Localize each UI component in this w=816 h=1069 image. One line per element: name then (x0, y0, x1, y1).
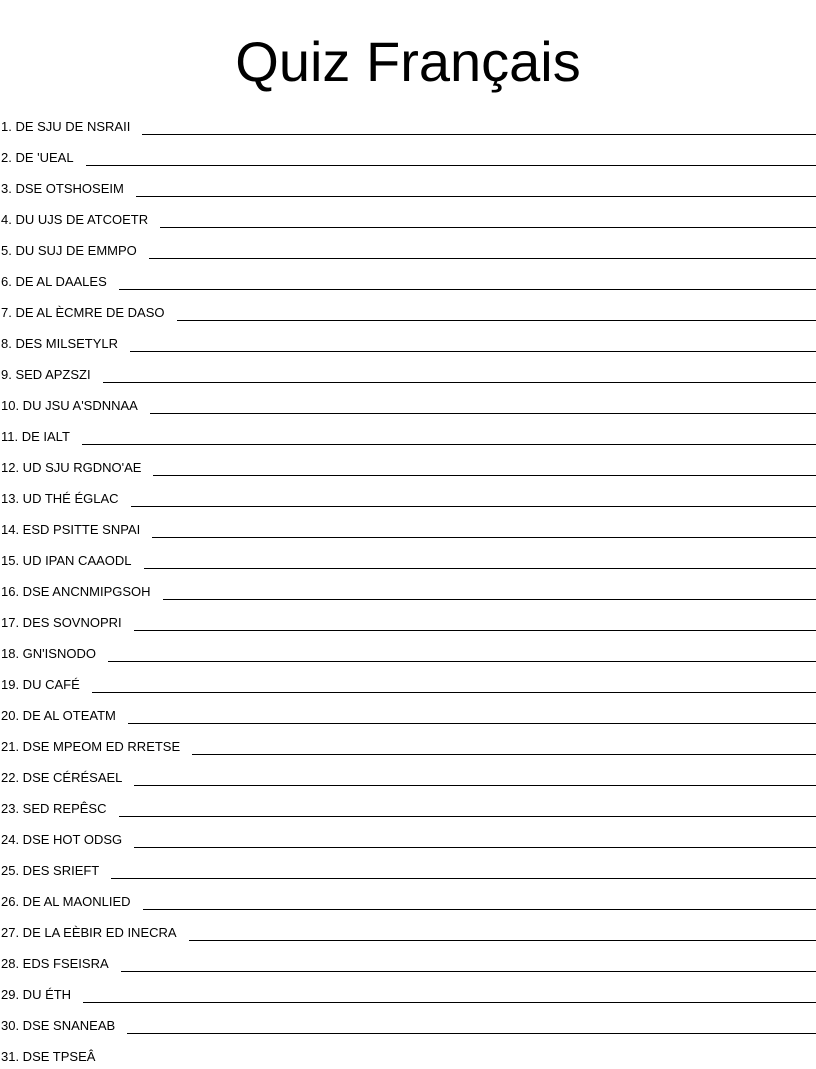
page-title: Quiz Français (0, 28, 816, 96)
quiz-item-label: 23. SED REPÊSC (0, 801, 107, 816)
quiz-item (0, 201, 816, 232)
answer-line[interactable] (82, 444, 816, 445)
quiz-item (0, 883, 816, 914)
quiz-item (0, 635, 816, 666)
quiz-item (0, 697, 816, 728)
quiz-item (0, 325, 816, 356)
quiz-item-label: 17. DES SOVNOPRI (0, 615, 122, 630)
quiz-item-label: 18. GN'ISNODO (0, 646, 96, 661)
quiz-item-label: 31. DSE TPSEÂ (0, 1049, 95, 1064)
quiz-item-label: 8. DES MILSETYLR (0, 336, 118, 351)
quiz-item-label: 19. DU CAFÉ (0, 677, 80, 692)
answer-line[interactable] (142, 134, 816, 135)
answer-line[interactable] (144, 568, 816, 569)
quiz-item (0, 387, 816, 418)
answer-line[interactable] (143, 909, 816, 910)
quiz-item (0, 418, 816, 449)
answer-line[interactable] (128, 723, 816, 724)
answer-line[interactable] (83, 1002, 816, 1003)
answer-line[interactable] (131, 506, 816, 507)
quiz-item (0, 759, 816, 790)
answer-line[interactable] (149, 258, 816, 259)
answer-line[interactable] (130, 351, 816, 352)
quiz-item-label: 27. DE LA EÈBIR ED INECRA (0, 925, 177, 940)
answer-line[interactable] (119, 816, 816, 817)
quiz-item (0, 139, 816, 170)
answer-line[interactable] (134, 785, 816, 786)
quiz-item-label: 9. SED APZSZI (0, 367, 91, 382)
quiz-item (0, 976, 816, 1007)
answer-line[interactable] (189, 940, 816, 941)
quiz-item (0, 945, 816, 976)
quiz-item (0, 728, 816, 759)
quiz-item-label: 13. UD THÉ ÉGLAC (0, 491, 119, 506)
quiz-item-label: 22. DSE CÉRÉSAEL (0, 770, 122, 785)
answer-line[interactable] (103, 382, 816, 383)
answer-line[interactable] (136, 196, 816, 197)
answer-line[interactable] (111, 878, 816, 879)
quiz-list (0, 108, 816, 1069)
quiz-item-label: 6. DE AL DAALES (0, 274, 107, 289)
quiz-item (0, 263, 816, 294)
quiz-item (0, 852, 816, 883)
quiz-item (0, 170, 816, 201)
quiz-item (0, 1038, 816, 1069)
quiz-item-label: 14. ESD PSITTE SNPAI (0, 522, 140, 537)
quiz-item (0, 511, 816, 542)
quiz-item-label: 28. EDS FSEISRA (0, 956, 109, 971)
quiz-item-label: 10. DU JSU A'SDNNAA (0, 398, 138, 413)
quiz-item (0, 108, 816, 139)
quiz-item-label: 21. DSE MPEOM ED RRETSE (0, 739, 180, 754)
quiz-item-label: 12. UD SJU RGDNO'AE (0, 460, 141, 475)
quiz-item-label: 20. DE AL OTEATM (0, 708, 116, 723)
answer-line[interactable] (121, 971, 816, 972)
quiz-item-label: 2. DE 'UEAL (0, 150, 74, 165)
quiz-item (0, 821, 816, 852)
answer-line[interactable] (134, 847, 816, 848)
quiz-item-label: 11. DE IALT (0, 429, 70, 444)
answer-line[interactable] (153, 475, 816, 476)
answer-line[interactable] (152, 537, 816, 538)
answer-line[interactable] (108, 661, 816, 662)
quiz-item (0, 666, 816, 697)
quiz-item-label: 24. DSE HOT ODSG (0, 832, 122, 847)
quiz-item-label: 25. DES SRIEFT (0, 863, 99, 878)
answer-line[interactable] (92, 692, 816, 693)
quiz-item (0, 604, 816, 635)
quiz-item (0, 573, 816, 604)
quiz-item-label: 30. DSE SNANEAB (0, 1018, 115, 1033)
quiz-item (0, 294, 816, 325)
quiz-item-label: 26. DE AL MAONLIED (0, 894, 131, 909)
quiz-item (0, 790, 816, 821)
quiz-item (0, 449, 816, 480)
answer-line[interactable] (192, 754, 816, 755)
quiz-item (0, 232, 816, 263)
quiz-item-label: 3. DSE OTSHOSEIM (0, 181, 124, 196)
quiz-item (0, 480, 816, 511)
answer-line[interactable] (127, 1033, 816, 1034)
quiz-item (0, 542, 816, 573)
quiz-item (0, 1007, 816, 1038)
quiz-item-label: 1. DE SJU DE NSRAII (0, 119, 130, 134)
answer-line[interactable] (160, 227, 816, 228)
answer-line[interactable] (134, 630, 816, 631)
quiz-item-label: 7. DE AL ÈCMRE DE DASO (0, 305, 165, 320)
quiz-item-label: 16. DSE ANCNMIPGSOH (0, 584, 151, 599)
answer-line[interactable] (163, 599, 816, 600)
quiz-item-label: 15. UD IPAN CAAODL (0, 553, 132, 568)
quiz-item-label: 29. DU ÉTH (0, 987, 71, 1002)
quiz-item-label: 5. DU SUJ DE EMMPO (0, 243, 137, 258)
answer-line[interactable] (119, 289, 816, 290)
answer-line[interactable] (86, 165, 816, 166)
answer-line[interactable] (177, 320, 816, 321)
quiz-item (0, 914, 816, 945)
quiz-item (0, 356, 816, 387)
answer-line[interactable] (150, 413, 816, 414)
quiz-item-label: 4. DU UJS DE ATCOETR (0, 212, 148, 227)
